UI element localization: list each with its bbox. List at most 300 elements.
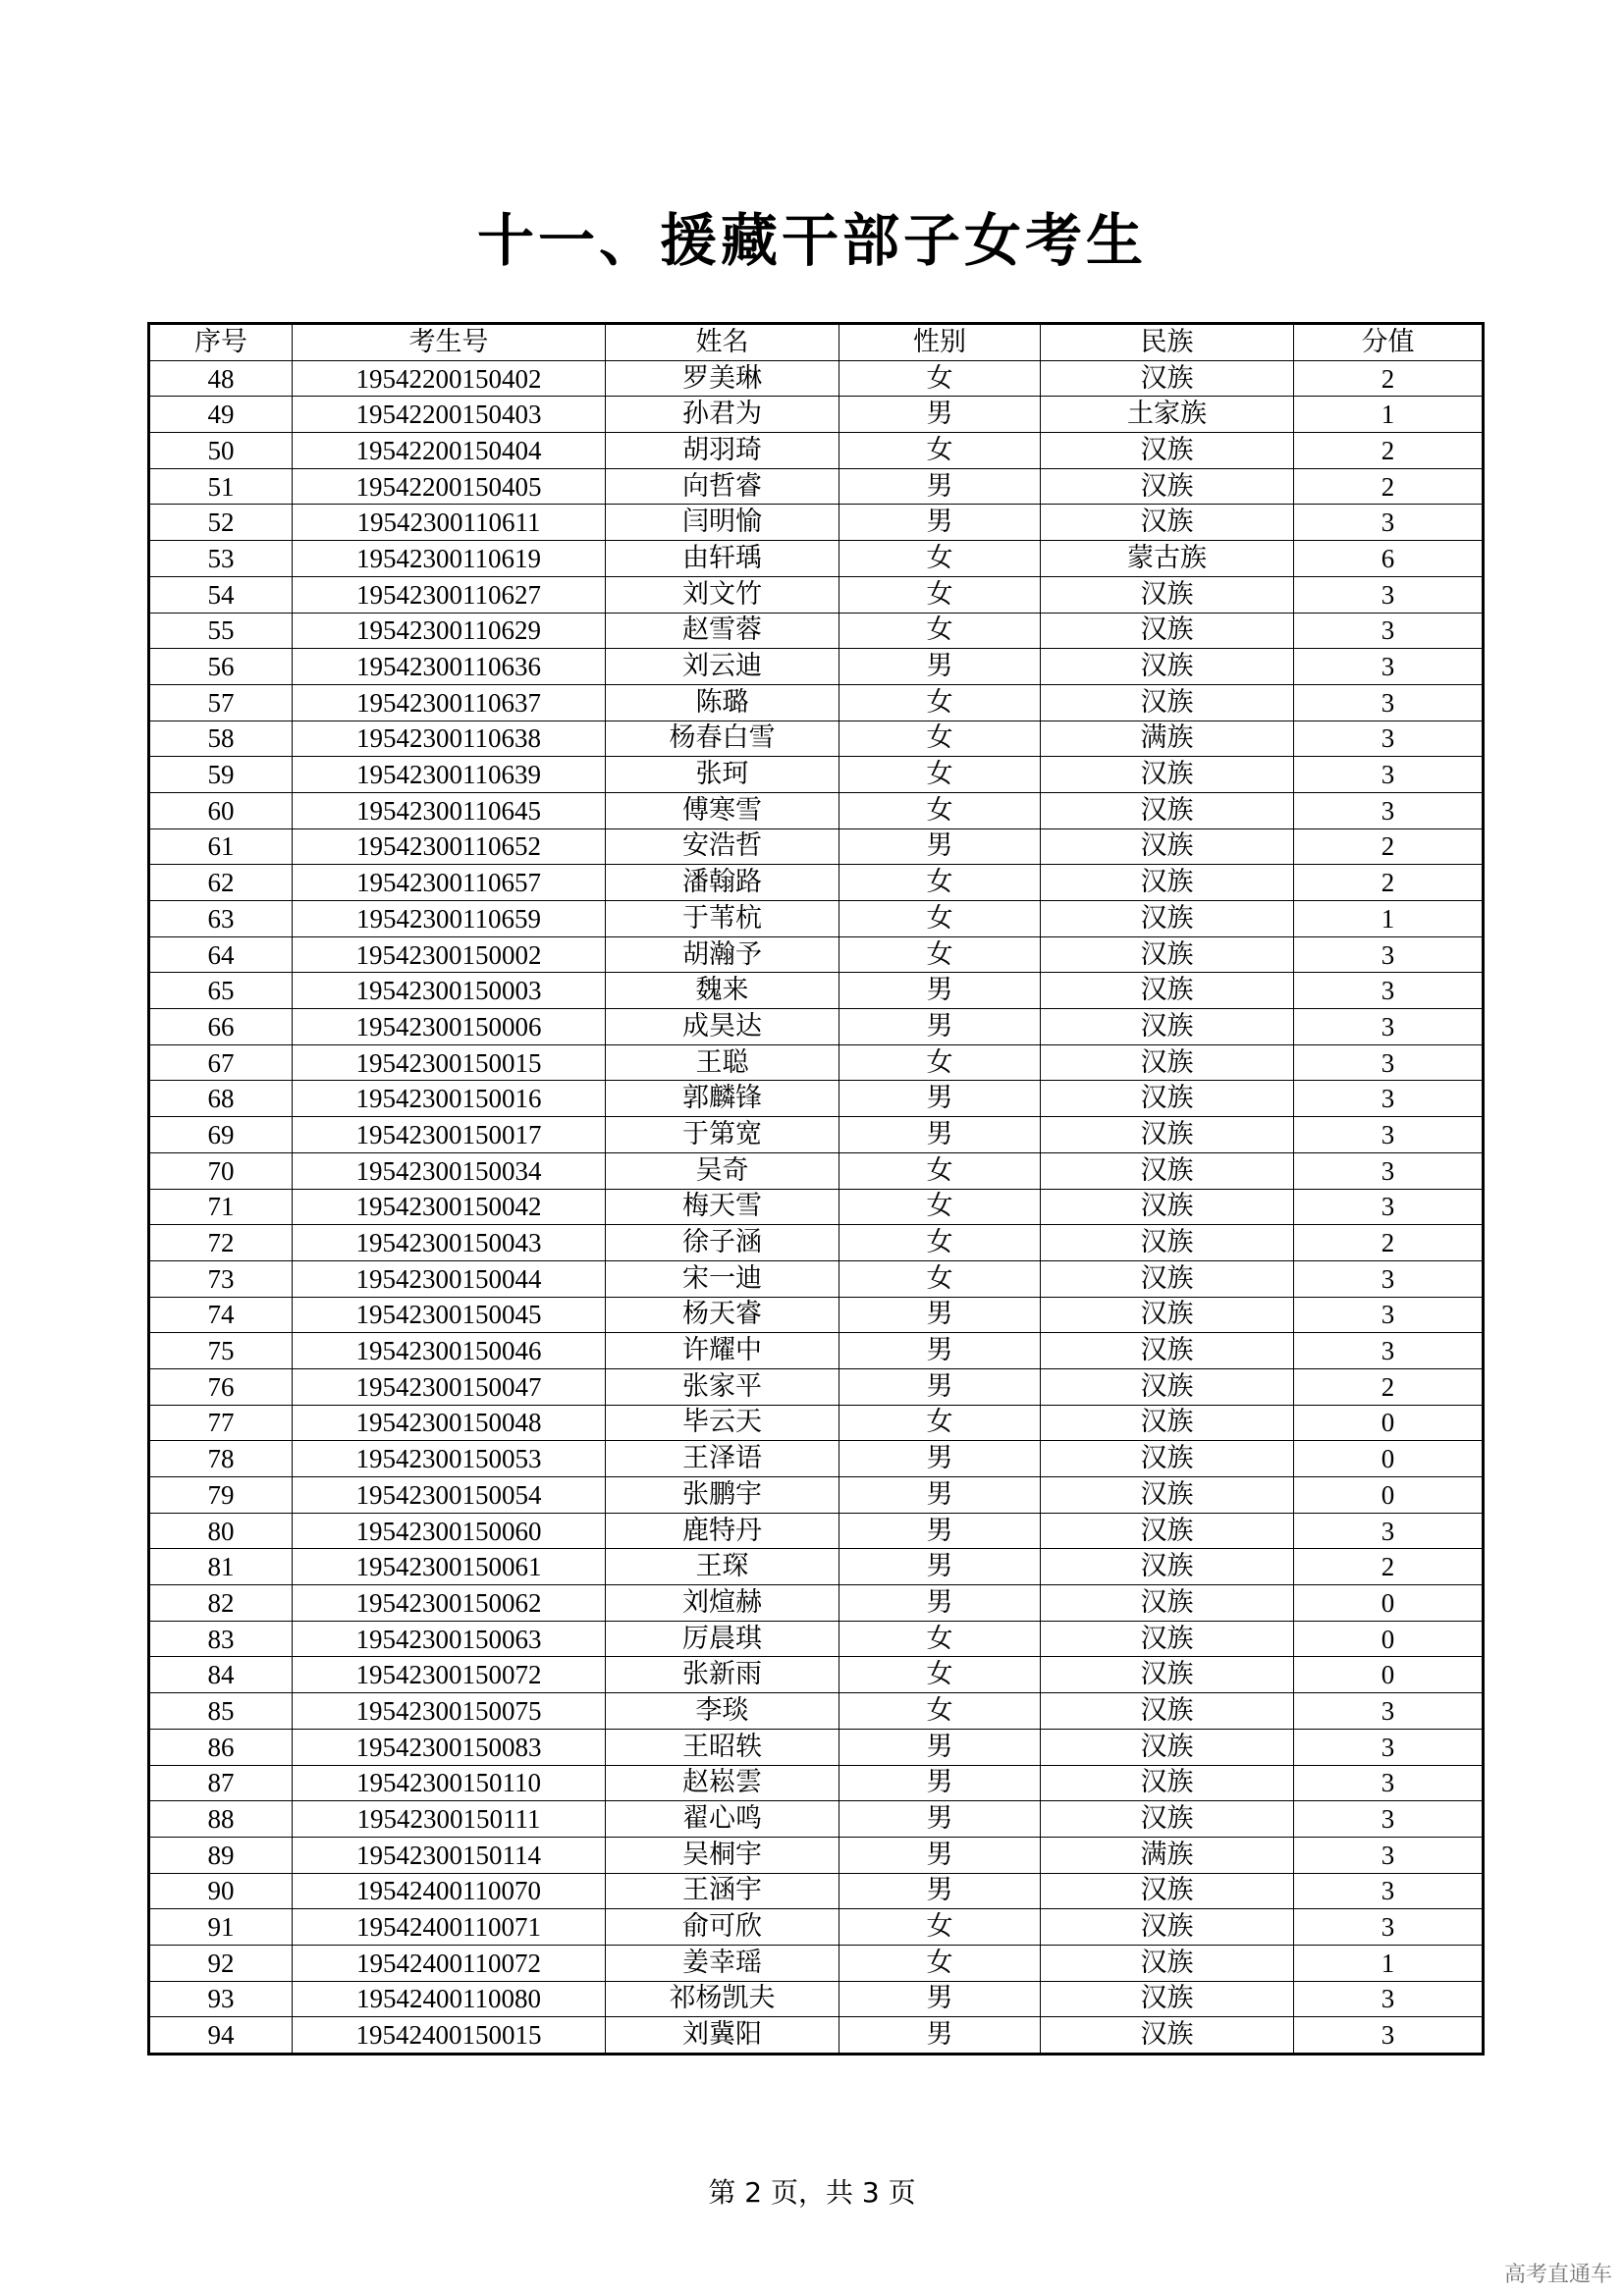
cell-gender: 男 bbox=[839, 468, 1041, 505]
cell-exam-number: 19542300150075 bbox=[293, 1693, 606, 1730]
cell-exam-number: 19542400110080 bbox=[293, 1981, 606, 2017]
table-row bbox=[149, 1368, 1484, 1405]
cell-ethnicity: 汉族 bbox=[1041, 1117, 1294, 1153]
cell-index: 52 bbox=[149, 505, 293, 541]
cell-score: 2 bbox=[1294, 865, 1484, 901]
cell-ethnicity: 汉族 bbox=[1041, 1981, 1294, 2017]
cell-exam-number: 19542300110659 bbox=[293, 901, 606, 937]
cell-gender: 女 bbox=[839, 1225, 1041, 1261]
cell-name: 孙君为 bbox=[606, 397, 839, 433]
cell-exam-number: 19542300150083 bbox=[293, 1729, 606, 1765]
cell-name: 郭麟锋 bbox=[606, 1081, 839, 1117]
cell-ethnicity: 汉族 bbox=[1041, 792, 1294, 828]
cell-score: 3 bbox=[1294, 1801, 1484, 1838]
cell-ethnicity: 汉族 bbox=[1041, 1044, 1294, 1081]
cell-name: 刘煊赫 bbox=[606, 1585, 839, 1622]
cell-gender: 女 bbox=[839, 1405, 1041, 1441]
cell-index: 93 bbox=[149, 1981, 293, 2017]
table-row bbox=[149, 649, 1484, 685]
table-row bbox=[149, 1837, 1484, 1873]
cell-index: 69 bbox=[149, 1117, 293, 1153]
cell-gender: 女 bbox=[839, 684, 1041, 721]
cell-name: 徐子涵 bbox=[606, 1225, 839, 1261]
cell-score: 2 bbox=[1294, 828, 1484, 865]
cell-score: 3 bbox=[1294, 1081, 1484, 1117]
cell-score: 2 bbox=[1294, 1225, 1484, 1261]
cell-name: 王涵宇 bbox=[606, 1873, 839, 1909]
cell-exam-number: 19542400110072 bbox=[293, 1945, 606, 1981]
cell-index: 73 bbox=[149, 1260, 293, 1297]
cell-ethnicity: 汉族 bbox=[1041, 1477, 1294, 1514]
cell-gender: 女 bbox=[839, 433, 1041, 469]
cell-gender: 女 bbox=[839, 1044, 1041, 1081]
cell-exam-number: 19542300150045 bbox=[293, 1297, 606, 1333]
cell-gender: 女 bbox=[839, 901, 1041, 937]
cell-score: 3 bbox=[1294, 1765, 1484, 1801]
cell-ethnicity: 汉族 bbox=[1041, 757, 1294, 793]
table-row bbox=[149, 1044, 1484, 1081]
cell-gender: 女 bbox=[839, 541, 1041, 577]
cell-ethnicity: 汉族 bbox=[1041, 1009, 1294, 1045]
cell-name: 翟心鸣 bbox=[606, 1801, 839, 1838]
cell-name: 张鹏宇 bbox=[606, 1477, 839, 1514]
cell-gender: 女 bbox=[839, 1260, 1041, 1297]
cell-index: 91 bbox=[149, 1909, 293, 1946]
cell-name: 张新雨 bbox=[606, 1657, 839, 1693]
cell-exam-number: 19542300150114 bbox=[293, 1837, 606, 1873]
cell-exam-number: 19542300150060 bbox=[293, 1513, 606, 1549]
cell-name: 厉晨琪 bbox=[606, 1621, 839, 1657]
cell-gender: 男 bbox=[839, 1477, 1041, 1514]
cell-exam-number: 19542300110657 bbox=[293, 865, 606, 901]
table-row bbox=[149, 1117, 1484, 1153]
cell-name: 鹿特丹 bbox=[606, 1513, 839, 1549]
cell-ethnicity: 汉族 bbox=[1041, 613, 1294, 649]
table-row bbox=[149, 828, 1484, 865]
cell-ethnicity: 汉族 bbox=[1041, 1765, 1294, 1801]
cell-index: 67 bbox=[149, 1044, 293, 1081]
cell-gender: 男 bbox=[839, 1513, 1041, 1549]
cell-score: 3 bbox=[1294, 1693, 1484, 1730]
table-row bbox=[149, 1873, 1484, 1909]
cell-gender: 男 bbox=[839, 1441, 1041, 1477]
cell-score: 0 bbox=[1294, 1441, 1484, 1477]
cell-name: 潘翰路 bbox=[606, 865, 839, 901]
cell-exam-number: 19542300150062 bbox=[293, 1585, 606, 1622]
cell-index: 65 bbox=[149, 973, 293, 1009]
cell-name: 姜幸瑶 bbox=[606, 1945, 839, 1981]
cell-gender: 男 bbox=[839, 1549, 1041, 1585]
cell-exam-number: 19542200150405 bbox=[293, 468, 606, 505]
cell-ethnicity: 满族 bbox=[1041, 721, 1294, 757]
cell-name: 安浩哲 bbox=[606, 828, 839, 865]
table-row bbox=[149, 1909, 1484, 1946]
cell-name: 许耀中 bbox=[606, 1333, 839, 1369]
cell-gender: 男 bbox=[839, 1297, 1041, 1333]
cell-name: 梅天雪 bbox=[606, 1189, 839, 1225]
cell-gender: 男 bbox=[839, 1081, 1041, 1117]
table-row bbox=[149, 468, 1484, 505]
cell-score: 3 bbox=[1294, 1260, 1484, 1297]
cell-ethnicity: 汉族 bbox=[1041, 1945, 1294, 1981]
cell-score: 2 bbox=[1294, 1368, 1484, 1405]
cell-ethnicity: 汉族 bbox=[1041, 1657, 1294, 1693]
table-row bbox=[149, 1225, 1484, 1261]
cell-score: 3 bbox=[1294, 1981, 1484, 2017]
cell-gender: 女 bbox=[839, 613, 1041, 649]
cell-ethnicity: 汉族 bbox=[1041, 1368, 1294, 1405]
cell-ethnicity: 汉族 bbox=[1041, 433, 1294, 469]
cell-score: 3 bbox=[1294, 1333, 1484, 1369]
table-row bbox=[149, 1729, 1484, 1765]
cell-gender: 男 bbox=[839, 397, 1041, 433]
cell-index: 72 bbox=[149, 1225, 293, 1261]
cell-exam-number: 19542300110652 bbox=[293, 828, 606, 865]
table-row bbox=[149, 1189, 1484, 1225]
cell-gender: 男 bbox=[839, 1729, 1041, 1765]
table-row bbox=[149, 541, 1484, 577]
cell-exam-number: 19542400110071 bbox=[293, 1909, 606, 1946]
table-row bbox=[149, 1513, 1484, 1549]
cell-name: 胡瀚予 bbox=[606, 936, 839, 973]
cell-index: 77 bbox=[149, 1405, 293, 1441]
table-row bbox=[149, 1333, 1484, 1369]
table-row bbox=[149, 505, 1484, 541]
cell-score: 2 bbox=[1294, 1549, 1484, 1585]
cell-exam-number: 19542300150047 bbox=[293, 1368, 606, 1405]
table-row bbox=[149, 1260, 1484, 1297]
cell-index: 63 bbox=[149, 901, 293, 937]
cell-gender: 男 bbox=[839, 828, 1041, 865]
cell-ethnicity: 汉族 bbox=[1041, 1405, 1294, 1441]
cell-ethnicity: 汉族 bbox=[1041, 1081, 1294, 1117]
table-row bbox=[149, 973, 1484, 1009]
cell-name: 王琛 bbox=[606, 1549, 839, 1585]
table-row bbox=[149, 936, 1484, 973]
table-row bbox=[149, 1441, 1484, 1477]
cell-score: 3 bbox=[1294, 973, 1484, 1009]
cell-name: 由轩瑀 bbox=[606, 541, 839, 577]
cell-ethnicity: 汉族 bbox=[1041, 1225, 1294, 1261]
table-row bbox=[149, 1081, 1484, 1117]
cell-gender: 女 bbox=[839, 1909, 1041, 1946]
cell-ethnicity: 汉族 bbox=[1041, 1729, 1294, 1765]
table-row bbox=[149, 1405, 1484, 1441]
cell-score: 2 bbox=[1294, 468, 1484, 505]
cell-gender: 女 bbox=[839, 757, 1041, 793]
cell-index: 85 bbox=[149, 1693, 293, 1730]
table-row bbox=[149, 721, 1484, 757]
cell-exam-number: 19542300150017 bbox=[293, 1117, 606, 1153]
cell-index: 57 bbox=[149, 684, 293, 721]
cell-exam-number: 19542300150034 bbox=[293, 1152, 606, 1189]
cell-index: 68 bbox=[149, 1081, 293, 1117]
cell-score: 3 bbox=[1294, 1837, 1484, 1873]
table-row bbox=[149, 684, 1484, 721]
cell-score: 0 bbox=[1294, 1405, 1484, 1441]
cell-name: 魏来 bbox=[606, 973, 839, 1009]
cell-gender: 女 bbox=[839, 792, 1041, 828]
cell-ethnicity: 汉族 bbox=[1041, 1260, 1294, 1297]
cell-index: 84 bbox=[149, 1657, 293, 1693]
cell-name: 赵雪蓉 bbox=[606, 613, 839, 649]
cell-score: 0 bbox=[1294, 1621, 1484, 1657]
table-row bbox=[149, 1585, 1484, 1622]
cell-score: 3 bbox=[1294, 649, 1484, 685]
table-row bbox=[149, 433, 1484, 469]
header-name: 姓名 bbox=[606, 324, 839, 361]
cell-score: 3 bbox=[1294, 1117, 1484, 1153]
header-gender: 性别 bbox=[839, 324, 1041, 361]
page-title: 十一、援藏干部子女考生 bbox=[476, 207, 1147, 274]
cell-name: 毕云天 bbox=[606, 1405, 839, 1441]
cell-name: 刘文竹 bbox=[606, 576, 839, 613]
cell-score: 3 bbox=[1294, 936, 1484, 973]
table-row bbox=[149, 1981, 1484, 2017]
cell-index: 76 bbox=[149, 1368, 293, 1405]
cell-name: 杨天睿 bbox=[606, 1297, 839, 1333]
table-row bbox=[149, 397, 1484, 433]
cell-name: 闫明愉 bbox=[606, 505, 839, 541]
cell-score: 3 bbox=[1294, 684, 1484, 721]
cell-score: 6 bbox=[1294, 541, 1484, 577]
cell-index: 88 bbox=[149, 1801, 293, 1838]
cell-index: 60 bbox=[149, 792, 293, 828]
header-index: 序号 bbox=[149, 324, 293, 361]
cell-gender: 男 bbox=[839, 1009, 1041, 1045]
cell-name: 张家平 bbox=[606, 1368, 839, 1405]
cell-score: 3 bbox=[1294, 1044, 1484, 1081]
cell-gender: 女 bbox=[839, 576, 1041, 613]
cell-exam-number: 19542300150046 bbox=[293, 1333, 606, 1369]
cell-ethnicity: 汉族 bbox=[1041, 1441, 1294, 1477]
cell-index: 66 bbox=[149, 1009, 293, 1045]
cell-exam-number: 19542400110070 bbox=[293, 1873, 606, 1909]
cell-name: 刘冀阳 bbox=[606, 2017, 839, 2055]
cell-name: 吴桐宇 bbox=[606, 1837, 839, 1873]
cell-score: 1 bbox=[1294, 397, 1484, 433]
cell-index: 59 bbox=[149, 757, 293, 793]
cell-ethnicity: 汉族 bbox=[1041, 1585, 1294, 1622]
cell-index: 86 bbox=[149, 1729, 293, 1765]
cell-score: 3 bbox=[1294, 1152, 1484, 1189]
cell-score: 3 bbox=[1294, 757, 1484, 793]
cell-gender: 男 bbox=[839, 1585, 1041, 1622]
cell-name: 向哲睿 bbox=[606, 468, 839, 505]
cell-name: 傅寒雪 bbox=[606, 792, 839, 828]
cell-score: 3 bbox=[1294, 1513, 1484, 1549]
cell-index: 87 bbox=[149, 1765, 293, 1801]
cell-ethnicity: 汉族 bbox=[1041, 1549, 1294, 1585]
watermark: 高考直通车 bbox=[1503, 2263, 1612, 2287]
cell-exam-number: 19542300110645 bbox=[293, 792, 606, 828]
cell-ethnicity: 汉族 bbox=[1041, 973, 1294, 1009]
cell-index: 90 bbox=[149, 1873, 293, 1909]
cell-score: 3 bbox=[1294, 1189, 1484, 1225]
cell-score: 3 bbox=[1294, 721, 1484, 757]
cell-gender: 男 bbox=[839, 1368, 1041, 1405]
cell-score: 1 bbox=[1294, 1945, 1484, 1981]
table-header-row bbox=[149, 324, 1484, 361]
cell-ethnicity: 汉族 bbox=[1041, 1513, 1294, 1549]
cell-index: 56 bbox=[149, 649, 293, 685]
table-row bbox=[149, 1549, 1484, 1585]
table-row bbox=[149, 901, 1484, 937]
cell-exam-number: 19542300150054 bbox=[293, 1477, 606, 1514]
cell-name: 王泽语 bbox=[606, 1441, 839, 1477]
cell-name: 赵崧雲 bbox=[606, 1765, 839, 1801]
cell-ethnicity: 汉族 bbox=[1041, 2017, 1294, 2055]
cell-exam-number: 19542300110636 bbox=[293, 649, 606, 685]
cell-ethnicity: 汉族 bbox=[1041, 1621, 1294, 1657]
cell-index: 62 bbox=[149, 865, 293, 901]
cell-score: 3 bbox=[1294, 505, 1484, 541]
cell-exam-number: 19542300110638 bbox=[293, 721, 606, 757]
cell-name: 宋一迪 bbox=[606, 1260, 839, 1297]
table-row bbox=[149, 1657, 1484, 1693]
table-row bbox=[149, 1693, 1484, 1730]
cell-score: 2 bbox=[1294, 433, 1484, 469]
cell-score: 3 bbox=[1294, 576, 1484, 613]
cell-gender: 男 bbox=[839, 1981, 1041, 2017]
cell-index: 89 bbox=[149, 1837, 293, 1873]
cell-index: 50 bbox=[149, 433, 293, 469]
cell-index: 55 bbox=[149, 613, 293, 649]
cell-score: 3 bbox=[1294, 792, 1484, 828]
cell-index: 61 bbox=[149, 828, 293, 865]
cell-gender: 男 bbox=[839, 505, 1041, 541]
cell-gender: 男 bbox=[839, 1837, 1041, 1873]
cell-exam-number: 19542300150053 bbox=[293, 1441, 606, 1477]
cell-exam-number: 19542300150110 bbox=[293, 1765, 606, 1801]
cell-index: 48 bbox=[149, 360, 293, 397]
cell-index: 70 bbox=[149, 1152, 293, 1189]
cell-exam-number: 19542300110629 bbox=[293, 613, 606, 649]
cell-ethnicity: 满族 bbox=[1041, 1837, 1294, 1873]
cell-exam-number: 19542300150111 bbox=[293, 1801, 606, 1838]
cell-name: 俞可欣 bbox=[606, 1909, 839, 1946]
cell-exam-number: 19542300150048 bbox=[293, 1405, 606, 1441]
cell-exam-number: 19542300150015 bbox=[293, 1044, 606, 1081]
cell-gender: 男 bbox=[839, 1801, 1041, 1838]
cell-exam-number: 19542300110619 bbox=[293, 541, 606, 577]
cell-score: 0 bbox=[1294, 1477, 1484, 1514]
cell-score: 3 bbox=[1294, 1909, 1484, 1946]
cell-exam-number: 19542400150015 bbox=[293, 2017, 606, 2055]
cell-gender: 女 bbox=[839, 1693, 1041, 1730]
table-row bbox=[149, 1477, 1484, 1514]
cell-index: 53 bbox=[149, 541, 293, 577]
table-row bbox=[149, 1621, 1484, 1657]
cell-gender: 男 bbox=[839, 1765, 1041, 1801]
cell-gender: 男 bbox=[839, 1117, 1041, 1153]
cell-index: 74 bbox=[149, 1297, 293, 1333]
cell-exam-number: 19542300110627 bbox=[293, 576, 606, 613]
header-exam-number: 考生号 bbox=[293, 324, 606, 361]
cell-exam-number: 19542300150042 bbox=[293, 1189, 606, 1225]
cell-exam-number: 19542200150403 bbox=[293, 397, 606, 433]
cell-gender: 女 bbox=[839, 1945, 1041, 1981]
cell-index: 83 bbox=[149, 1621, 293, 1657]
cell-exam-number: 19542300150061 bbox=[293, 1549, 606, 1585]
cell-index: 71 bbox=[149, 1189, 293, 1225]
cell-exam-number: 19542300110637 bbox=[293, 684, 606, 721]
cell-ethnicity: 汉族 bbox=[1041, 1693, 1294, 1730]
cell-score: 3 bbox=[1294, 1729, 1484, 1765]
cell-index: 51 bbox=[149, 468, 293, 505]
cell-name: 成昊达 bbox=[606, 1009, 839, 1045]
cell-name: 张珂 bbox=[606, 757, 839, 793]
cell-gender: 男 bbox=[839, 1873, 1041, 1909]
cell-score: 3 bbox=[1294, 613, 1484, 649]
cell-index: 92 bbox=[149, 1945, 293, 1981]
cell-ethnicity: 汉族 bbox=[1041, 1297, 1294, 1333]
cell-score: 1 bbox=[1294, 901, 1484, 937]
cell-ethnicity: 土家族 bbox=[1041, 397, 1294, 433]
cell-name: 陈璐 bbox=[606, 684, 839, 721]
cell-gender: 女 bbox=[839, 1189, 1041, 1225]
cell-gender: 男 bbox=[839, 649, 1041, 685]
cell-ethnicity: 汉族 bbox=[1041, 901, 1294, 937]
candidate-table bbox=[147, 322, 1485, 2056]
cell-ethnicity: 汉族 bbox=[1041, 649, 1294, 685]
cell-gender: 男 bbox=[839, 2017, 1041, 2055]
table-row bbox=[149, 1801, 1484, 1838]
cell-exam-number: 19542300150006 bbox=[293, 1009, 606, 1045]
cell-name: 吴奇 bbox=[606, 1152, 839, 1189]
cell-ethnicity: 汉族 bbox=[1041, 1189, 1294, 1225]
cell-ethnicity: 汉族 bbox=[1041, 828, 1294, 865]
cell-ethnicity: 汉族 bbox=[1041, 865, 1294, 901]
cell-ethnicity: 汉族 bbox=[1041, 576, 1294, 613]
cell-exam-number: 19542200150402 bbox=[293, 360, 606, 397]
cell-ethnicity: 汉族 bbox=[1041, 360, 1294, 397]
cell-gender: 女 bbox=[839, 936, 1041, 973]
table-row bbox=[149, 865, 1484, 901]
cell-index: 78 bbox=[149, 1441, 293, 1477]
cell-exam-number: 19542300150072 bbox=[293, 1657, 606, 1693]
cell-index: 58 bbox=[149, 721, 293, 757]
cell-exam-number: 19542300110611 bbox=[293, 505, 606, 541]
cell-gender: 男 bbox=[839, 1333, 1041, 1369]
cell-ethnicity: 汉族 bbox=[1041, 1152, 1294, 1189]
cell-exam-number: 19542300110639 bbox=[293, 757, 606, 793]
table-row bbox=[149, 1152, 1484, 1189]
cell-exam-number: 19542200150404 bbox=[293, 433, 606, 469]
cell-ethnicity: 汉族 bbox=[1041, 468, 1294, 505]
table-body bbox=[149, 360, 1484, 2054]
cell-gender: 女 bbox=[839, 1621, 1041, 1657]
cell-index: 81 bbox=[149, 1549, 293, 1585]
table-row bbox=[149, 1765, 1484, 1801]
cell-index: 64 bbox=[149, 936, 293, 973]
cell-ethnicity: 汉族 bbox=[1041, 1873, 1294, 1909]
cell-score: 3 bbox=[1294, 1009, 1484, 1045]
cell-name: 胡羽琦 bbox=[606, 433, 839, 469]
cell-index: 54 bbox=[149, 576, 293, 613]
table-row bbox=[149, 2017, 1484, 2055]
cell-score: 3 bbox=[1294, 2017, 1484, 2055]
table-row bbox=[149, 1945, 1484, 1981]
header-ethnicity: 民族 bbox=[1041, 324, 1294, 361]
cell-name: 罗美琳 bbox=[606, 360, 839, 397]
cell-score: 0 bbox=[1294, 1657, 1484, 1693]
cell-ethnicity: 汉族 bbox=[1041, 1801, 1294, 1838]
cell-gender: 女 bbox=[839, 1152, 1041, 1189]
cell-gender: 女 bbox=[839, 360, 1041, 397]
cell-index: 79 bbox=[149, 1477, 293, 1514]
table-row bbox=[149, 360, 1484, 397]
